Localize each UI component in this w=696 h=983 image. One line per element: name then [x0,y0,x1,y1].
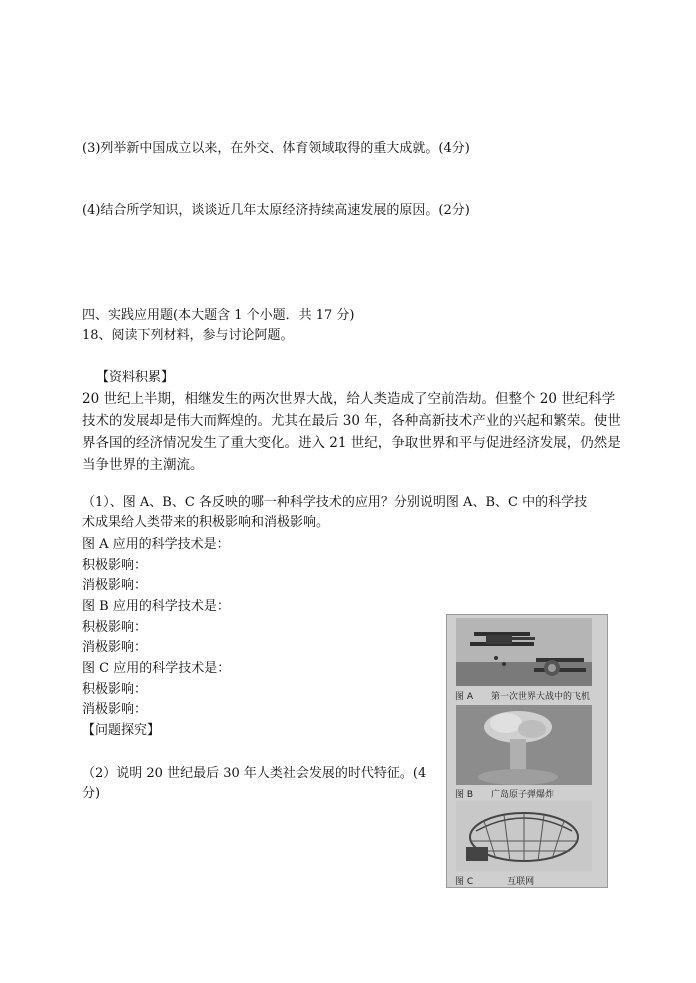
material-heading: 【资料积累】 [96,370,175,385]
biplane-icon [456,618,592,686]
section-4-title: 四、实践应用题(本大题含 1 个小题．共 17 分) [82,308,355,323]
sub-question-2-line1: （2）说明 20 世纪最后 30 年人类社会发展的时代特征。(4 [82,766,427,781]
fig-c-image [456,801,592,871]
internet-globe-icon [456,801,592,871]
fig-b-tech-label: 图 B 应用的科学技术是： [82,599,230,614]
fig-a-negative-label: 消极影响： [82,578,148,593]
sub-question-2-line2: 分) [82,786,101,801]
fig-b-image [456,705,592,785]
question-4: (4)结合所学知识，谈谈近几年太原经济持续高速发展的原因。(2分) [82,203,470,218]
fig-c-negative-label: 消极影响： [82,702,148,717]
fig-b-positive-label: 积极影响： [82,620,148,635]
sub-question-1-line1: （1）、图 A、B、C 各反映的哪一种科学技术的应用？分别说明图 A、B、C 中的科学技 [82,495,588,510]
question-18-intro: 18、阅读下列材料，参与讨论阿题。 [82,328,294,343]
fig-a-caption: 图 A 第一次世界大战中的飞机 [455,692,591,702]
question-3: (3)列举新中国成立以来，在外交、体育领域取得的重大成就。(4分) [82,141,470,156]
sub-question-1-line2: 术成果给人类带来的积极影响和消极影响。 [82,515,330,530]
fig-a-tech-label: 图 A 应用的科学技术是： [82,537,230,552]
fig-c-positive-label: 积极影响： [82,682,148,697]
fig-b-negative-label: 消极影响： [82,640,148,655]
fig-b-caption: 图 B 广岛原子弹爆炸 [455,790,555,800]
material-text: 20 世纪上半期，相继发生的两次世界大战，给人类造成了空前浩劫。但整个 20 世纪科学技术的发展却是伟大而辉煌的。尤其在最后 30 年，各种高新技术产业的兴起和繁荣。使世界各国的经济情况发生了重大变化。进入 21 世纪，争取世界和平与促进经济发展，仍然是当争世界的主潮流。 [82,391,621,473]
inquiry-heading: 【问题探究】 [82,723,161,738]
fig-a-image [456,618,592,686]
fig-c-caption: 图 C 互联网 [455,877,535,887]
fig-c-tech-label: 图 C 应用的科学技术是： [82,661,231,676]
mushroom-cloud-icon [456,705,592,785]
figure-panel [446,614,608,888]
fig-a-positive-label: 积极影响： [82,558,148,573]
